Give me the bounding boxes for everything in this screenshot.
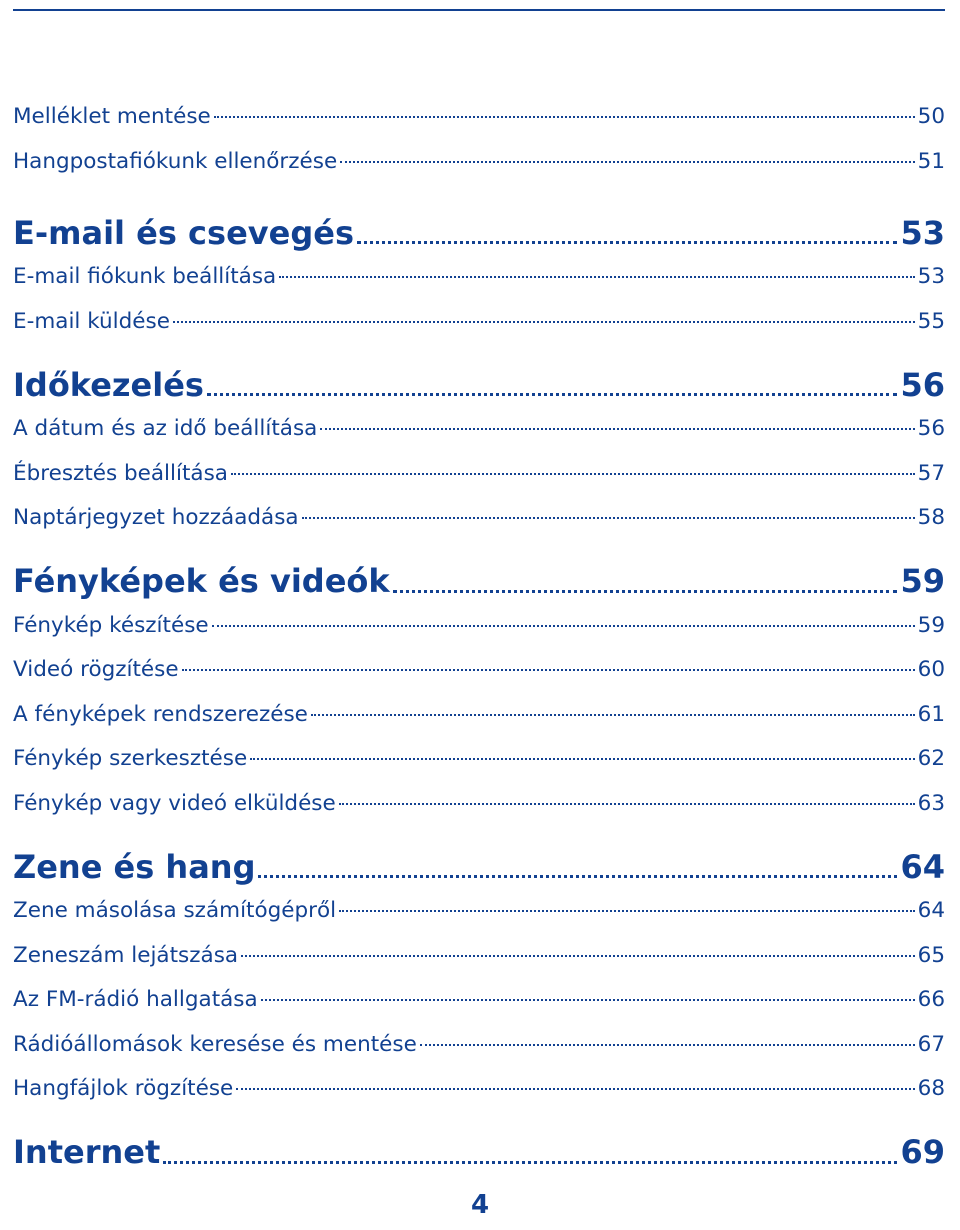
toc-entry-title: Zeneszám lejátszása (13, 942, 239, 968)
dot-leader (261, 999, 915, 1001)
toc-entry-title: Videó rögzítése (13, 657, 179, 682)
toc-entry-title: Rádióállomások keresése és mentése (13, 1031, 417, 1057)
toc-chapter-row[interactable] (13, 201, 945, 264)
top-rule (13, 9, 945, 11)
toc-page-number: 62 (917, 746, 945, 771)
toc-entry-row[interactable] (13, 104, 945, 149)
toc-page-number: 50 (917, 104, 945, 129)
table-of-contents (13, 104, 945, 1184)
dot-leader (393, 590, 898, 593)
toc-chapter-row[interactable] (13, 1121, 945, 1184)
toc-page-number: 69 (900, 1133, 945, 1171)
toc-page-number: 64 (917, 898, 945, 923)
toc-page-number: 53 (917, 264, 945, 289)
toc-entry-title: Az FM-rádió hallgatása (13, 987, 258, 1012)
toc-entry-title: Hangfájlok rögzítése (13, 1076, 234, 1101)
toc-entry-title: E-mail fiókunk beállítása (13, 264, 277, 289)
dot-leader (207, 393, 898, 396)
toc-entry-title: Ébresztés beállítása (13, 460, 228, 486)
dot-leader (302, 517, 915, 519)
toc-entry-row[interactable] (13, 149, 945, 194)
toc-chapter-row[interactable] (13, 835, 945, 898)
dot-leader (339, 910, 915, 912)
toc-entry-title: A dátum és az idő beállítása (13, 416, 318, 441)
toc-page-number: 57 (917, 460, 945, 486)
toc-entry-title: Fénykép vagy videó elküldése (13, 790, 336, 816)
page-number: 4 (470, 1190, 490, 1220)
dot-leader (173, 321, 915, 323)
toc-entry-title: Zene másolása számítógépről (13, 898, 337, 923)
toc-page-number: 55 (917, 308, 945, 334)
toc-entry-title: Hangpostafiókunk ellenőrzése (13, 148, 338, 174)
toc-entry-title: Melléklet mentése (13, 104, 211, 129)
toc-page-number: 51 (917, 148, 945, 174)
toc-entry-row[interactable] (13, 987, 945, 1032)
dot-leader (236, 1088, 914, 1090)
toc-page-number: 65 (917, 942, 945, 968)
dot-leader (163, 1161, 897, 1164)
toc-entry-row[interactable] (13, 309, 945, 354)
toc-page-number: 68 (917, 1076, 945, 1101)
toc-entry-row[interactable] (13, 505, 945, 550)
toc-page-number: 63 (917, 790, 945, 816)
toc-entry-row[interactable] (13, 416, 945, 461)
toc-entry-title: Fénykép készítése (13, 612, 209, 638)
toc-entry-row[interactable] (13, 657, 945, 702)
toc-chapter-title: Fényképek és videók (13, 562, 390, 600)
dot-leader (420, 1044, 915, 1046)
dot-leader (279, 276, 914, 278)
dot-leader (231, 473, 915, 475)
toc-page-number: 53 (900, 213, 945, 252)
dot-leader (212, 625, 915, 627)
toc-entry-row[interactable] (13, 746, 945, 791)
toc-entry-row[interactable] (13, 791, 945, 836)
dot-leader (258, 875, 897, 878)
toc-entry-row[interactable] (13, 461, 945, 506)
dot-leader (357, 241, 897, 244)
toc-entry-row[interactable] (13, 613, 945, 658)
toc-entry-title: Naptárjegyzet hozzáadása (13, 505, 299, 530)
dot-leader (320, 428, 914, 430)
toc-entry-row[interactable] (13, 702, 945, 747)
toc-entry-row[interactable] (13, 264, 945, 309)
toc-entry-title: A fényképek rendszerezése (13, 701, 308, 727)
toc-chapter-title: Zene és hang (13, 847, 256, 886)
toc-entry-row[interactable] (13, 1076, 945, 1121)
dot-leader (241, 955, 915, 957)
toc-page-number: 67 (917, 1031, 945, 1057)
toc-entry-row[interactable] (13, 898, 945, 943)
dot-leader (339, 803, 915, 805)
toc-chapter-row[interactable] (13, 353, 945, 416)
toc-page-number: 59 (900, 562, 945, 600)
dot-leader (340, 161, 914, 163)
toc-page-number: 58 (917, 505, 945, 530)
toc-chapter-row[interactable] (13, 550, 945, 613)
dot-leader (214, 116, 915, 118)
toc-chapter-title: E-mail és csevegés (13, 213, 354, 252)
toc-page-number: 56 (900, 365, 945, 404)
toc-page-number: 66 (917, 987, 945, 1012)
toc-entry-title: E-mail küldése (13, 308, 170, 334)
toc-page-number: 59 (917, 612, 945, 638)
toc-page-number: 60 (917, 657, 945, 682)
toc-chapter-title: Időkezelés (13, 365, 204, 404)
toc-entry-row[interactable] (13, 1032, 945, 1077)
toc-entry-title: Fénykép szerkesztése (13, 746, 248, 771)
toc-chapter-title: Internet (13, 1133, 161, 1171)
dot-leader (250, 758, 914, 760)
toc-page-number: 61 (917, 701, 945, 727)
toc-page-number: 56 (917, 416, 945, 441)
toc-page-number: 64 (900, 847, 945, 886)
dot-leader (182, 669, 915, 671)
dot-leader (311, 714, 915, 716)
toc-entry-row[interactable] (13, 943, 945, 988)
